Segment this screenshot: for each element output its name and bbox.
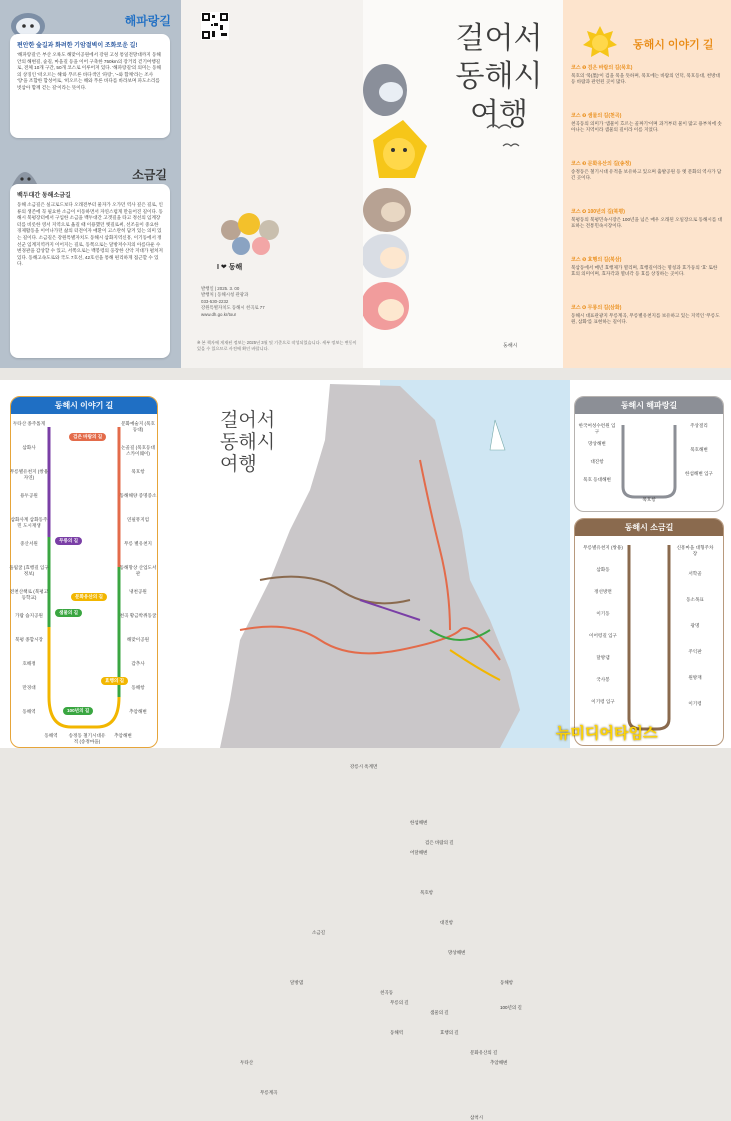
course-body: 북삼동에서 매년 효행제가 열리며, 효행길이라는 명칭과 효가둥의 '효' 또한 효의 의미이며, 효자각과 열녀각 등 효를 상징하는 곳이다. <box>571 265 718 277</box>
course-title: 코스 ❸ 문화유산의 길(송정) <box>571 161 632 167</box>
course-item <box>571 112 723 134</box>
course-item <box>571 160 723 182</box>
map-label: 100년의 길 <box>500 1005 522 1010</box>
route-stop: 추암해변 <box>114 733 132 738</box>
route-stop: 한섬해변 입구 <box>685 471 713 476</box>
map-label: 대진항 <box>440 920 454 925</box>
route-stop: 국사봉 <box>596 677 610 682</box>
notice-text: ※ 본 책자에 게재된 정보는 2025년 3월 및 기준으로 작성되었습니다. 세부 정보는 변동이 있을 수 있으므로 사전에 확인 바랍니다. <box>197 340 357 351</box>
sogeum-title: 소금길 <box>132 168 167 182</box>
route-stop: 서학골 <box>688 571 702 576</box>
route-stop: 전천산책로 (북평고등학교) <box>9 589 49 600</box>
map-label: 동해역 <box>390 1030 404 1035</box>
route-stop: 중산서원 <box>20 541 38 546</box>
route-stop: 주상절리 <box>690 423 708 428</box>
map-label: 효행의 길 <box>440 1030 459 1035</box>
map-label: 천곡동 <box>380 990 394 995</box>
map-label: 한섬해변 <box>410 820 428 825</box>
map-title-line1: 걸어서 <box>220 410 276 431</box>
route-stop: 논골길 (묵호등대 스카이웨이) <box>121 445 155 456</box>
route-stop: 묵호항 <box>131 469 145 474</box>
route-stop: 만경대 <box>22 685 36 690</box>
route-stop: 한국여성수련원 입구 <box>578 423 616 434</box>
route-stop: 삼화사 <box>22 445 36 450</box>
route-stop: 무릉 별유천지 <box>124 541 152 546</box>
route-stop: 송정동 철기시대유적 (송정마을) <box>68 733 106 744</box>
route-stop: 동소목표 <box>686 597 704 602</box>
course-body: 북평동의 북평민속시장은 100년을 넘은 매우 오래된 오일장으로 동해시를 대표하는 전통민속시장이다. <box>571 217 723 229</box>
haepa-route-lines <box>575 397 723 511</box>
map-label: 달방댐 <box>290 980 304 985</box>
haepa-route-box <box>574 396 724 512</box>
map-label: 무릉계곡 <box>260 1090 278 1095</box>
course-body: 송정동은 철기시대 유적을 보유하고 있으며 출발공원 등 옛 문화의 역사가 담긴 곳이다. <box>571 169 722 181</box>
sogeum-route-title: 동해시 소금길 <box>575 519 723 536</box>
sogeum-card <box>10 184 170 358</box>
map-title-line2: 동해시 <box>220 432 276 453</box>
route-stop: 동해역 <box>44 733 58 738</box>
route-stop: 대진항 <box>590 459 604 464</box>
course-item <box>571 208 723 230</box>
route-stop: 광명 <box>690 623 700 628</box>
route-stop: 묵호 등대해변 <box>583 477 611 482</box>
course-title: 코스 ❶ 검은 바람의 길(묵호) <box>571 65 633 71</box>
qr-code-icon <box>201 12 229 40</box>
route-stop: 문화예술지 (묵호등대) <box>121 421 155 432</box>
course-item <box>571 256 723 278</box>
course-title: 코스 ❺ 효행의 길(북삼) <box>571 257 622 263</box>
info-publisher: 발행처 | 동해시청 관광과 <box>201 292 249 298</box>
seagull-icon <box>485 116 525 156</box>
course-title: 코스 ❻ 무릉의 길(삼화) <box>571 305 622 311</box>
haepa-card-heading: 편안한 숲길과 화려한 기암절벽이 조화로운 길! <box>17 43 138 49</box>
sogeum-card-body: 동해 소금길은 실크로드보다 오래전부터 물자가 오가던 역사 깊은 길로, 인류의 생존에 꼭 필요한 소금이 이동하면서 자연스럽게 만들어진 길이다. 동해시 북평장터에서 구입한 소금을 백두대간 고갯길을 타고 정선의 임계장터를 비롯한 영서 지역으로 옮길 때 이용했던 옛길로써, 선조들이 중요한 경제활동을 이어나가던 삶의 터전이자 애환이 고스란히 담겨 있는 의미 있는 길이다. 소금길은 강원특별자치도 동해시 삼화지역신흥, 이기동에서 정선군 임계지역까지 이어지는 길로, 동쪽으로는 달방저수지의 아름다운 수변경관을 감상할 수 있고, 서쪽으로는 백봉령의 웅장한 산악 지대가 펼쳐져 있다. 동해고속도로와 국도 7호선, 42호선을 통해 편리하게 접근할 수 있다. <box>17 202 163 267</box>
route-stop: 삼화동 <box>596 567 610 572</box>
haepa-card <box>10 34 170 138</box>
route-stop: 이기령 <box>688 701 702 706</box>
course-body: 묵호의 '묵(墨)'이 검을 묵을 뜻하며, 묵호에는 바람의 언덕, 묵호등대, 천방대 등 바람과 관련된 곳이 많다. <box>571 73 720 85</box>
cover-panel <box>363 0 563 368</box>
course-title: 코스 ❹ 100년의 길(북평) <box>571 209 625 215</box>
route-stop: 냉천공원 <box>129 589 147 594</box>
route-pill: 검은 바람의 길 <box>69 433 106 441</box>
route-stop: 천곡 황금박쥐동굴 <box>119 613 157 618</box>
route-stop: 무릉별유천지 (쌍용자연) <box>9 469 49 480</box>
info-address: 강원특별자치도 동해시 천곡로 77 <box>201 305 265 311</box>
story-title: 동해시 이야기 길 <box>633 39 714 51</box>
course-body: 동해시 대표관광지 무릉계곡, 무릉별유천지를 보유하고 있는 지역인 '무릉도원, 삼화'를 표현하는 길이다. <box>571 313 720 325</box>
route-pill: 100년의 길 <box>63 707 93 715</box>
story-panel <box>563 0 731 368</box>
map-label: 동해항 <box>500 980 514 985</box>
route-stop: 이어령길 입구 <box>589 633 617 638</box>
map-label: 망상해변 <box>448 950 466 955</box>
cover-title-line3: 여행 <box>470 97 528 132</box>
sun-mascot-icon <box>583 26 617 58</box>
route-stop: 이기동 <box>596 611 610 616</box>
map-label: 삼척시 <box>470 1115 484 1120</box>
route-stop: 삼화사계 삼화동주민 도시재생 <box>10 517 48 528</box>
map-title-line3: 여행 <box>220 454 257 475</box>
course-body: 천곡동의 의미가 '샘물이 흐르는 골짜기'이며 과거부터 물이 많고 용부처에 솟아나는 지역이라 샘물의 길이라 이름 지었다. <box>571 121 722 133</box>
route-stop: 북평 종합시장 <box>15 637 43 642</box>
info-url[interactable]: www.dh.go.kr/tour <box>201 311 237 317</box>
haepa-card-body: '해파랑길'은 부산 오륙도 해맞이공원에서 강원 고성 통일전망대까지 동해안의 해변길, 숲길, 마을길 등을 이어 구축한 750km의 장거리 걷기여행길로, 전체 10개 구간, 50개 코스로 이루어져 있다. '해파랑길'의 의미는 동해의 상징인 '떠오르는 해'와 푸르른 바다색인 '파랑', '~와 함께'라는 조사 '랑'을 조합한 합성어로, '떠오르는 해와 푸른 바다를 바라보며 파도소리를 벗삼아 함께 걷는 길'이라는 뜻이다. <box>17 52 161 90</box>
route-stop: 동해역 <box>22 709 36 714</box>
route-stop: 추암해변 <box>129 709 147 714</box>
route-stop: 묵호해변 <box>690 447 708 452</box>
map-label: 검은 바람의 길 <box>425 840 454 845</box>
publisher-logo: 동해시 <box>503 343 518 349</box>
route-stop: 동해망상 산업도서관 <box>119 565 157 576</box>
route-pill: 무릉의 길 <box>55 537 82 545</box>
info-phone: 033-530-2232 <box>201 298 229 304</box>
map-label: 문화유산의 길 <box>470 1050 498 1055</box>
story-route-box <box>10 396 158 748</box>
map-label: 묵호항 <box>420 890 434 895</box>
mascot-group-icon <box>217 206 287 258</box>
route-stop: 동해항 <box>131 685 145 690</box>
map-label: 어달해변 <box>410 850 428 855</box>
route-stop: 망상해변 <box>588 441 606 446</box>
course-title: 코스 ❷ 샘물의 길(천곡) <box>571 113 622 119</box>
route-stop: 주익판 <box>688 649 702 654</box>
map-label: 강릉시 옥계면 <box>350 764 378 769</box>
route-pill: 효행의 길 <box>101 677 128 685</box>
haepa-bottom-stop: 묵호항 <box>642 497 656 502</box>
cover-title-line1: 걸어서 <box>455 21 543 56</box>
route-pill: 샘물의 길 <box>55 609 82 617</box>
route-stop: 감추사 <box>131 661 145 666</box>
course-item <box>571 64 723 86</box>
info-panel <box>181 0 363 368</box>
watermark: 뉴미디어타임스 <box>556 725 658 742</box>
route-stop: 연필뮤지엄 <box>126 517 150 522</box>
route-pill: 문화유산의 길 <box>71 593 107 601</box>
sogeum-route-box <box>574 518 724 746</box>
haepa-route-title: 동해시 해파랑길 <box>575 397 723 414</box>
route-stop: 호해정 <box>22 661 36 666</box>
route-stop: 무릉별유천지 (쌍용) <box>583 545 623 550</box>
route-stop: 용두공원 <box>20 493 38 498</box>
left-panel <box>0 0 181 368</box>
info-date: 발행일 | 2025. 3. 00 <box>201 286 240 291</box>
route-stop: 해맞이공원 <box>126 637 150 642</box>
course-item <box>571 304 723 326</box>
cover-title-line2: 동해시 <box>455 59 543 94</box>
map-label: 샘물의 길 <box>430 1010 449 1015</box>
map-panel <box>0 380 731 1120</box>
route-stop: 돌립굴 (효행길 입구 정보) <box>9 565 49 576</box>
map-label: 추암해변 <box>490 1060 508 1065</box>
route-stop: 두타산 종주톨게 <box>12 421 46 426</box>
sogeum-card-heading: 백두대간 동해소금길 <box>17 193 71 199</box>
route-stop: 신흥마을 대형주차장 <box>676 545 714 556</box>
route-stop: 가람 습지공원 <box>15 613 43 618</box>
story-route-title: 동해시 이야기 길 <box>11 397 157 414</box>
route-stop: 달방댐 <box>596 655 610 660</box>
map-label: 소금길 <box>312 930 326 935</box>
donghae-map <box>200 380 570 748</box>
mascot-column-icon <box>363 50 443 350</box>
route-stop: 이기령 입구 <box>591 699 615 704</box>
map-label: 무릉의 길 <box>390 1000 409 1005</box>
publish-info <box>201 286 265 318</box>
brand-logo: I ❤ 동해 <box>217 264 243 271</box>
haepa-title: 해파랑길 <box>124 14 171 28</box>
map-label: 두타산 <box>240 1060 254 1065</box>
route-stop: 정선방면 <box>594 589 612 594</box>
route-stop: 원방재 <box>688 675 702 680</box>
route-stop: 동해해양 증명증소 <box>119 493 157 498</box>
